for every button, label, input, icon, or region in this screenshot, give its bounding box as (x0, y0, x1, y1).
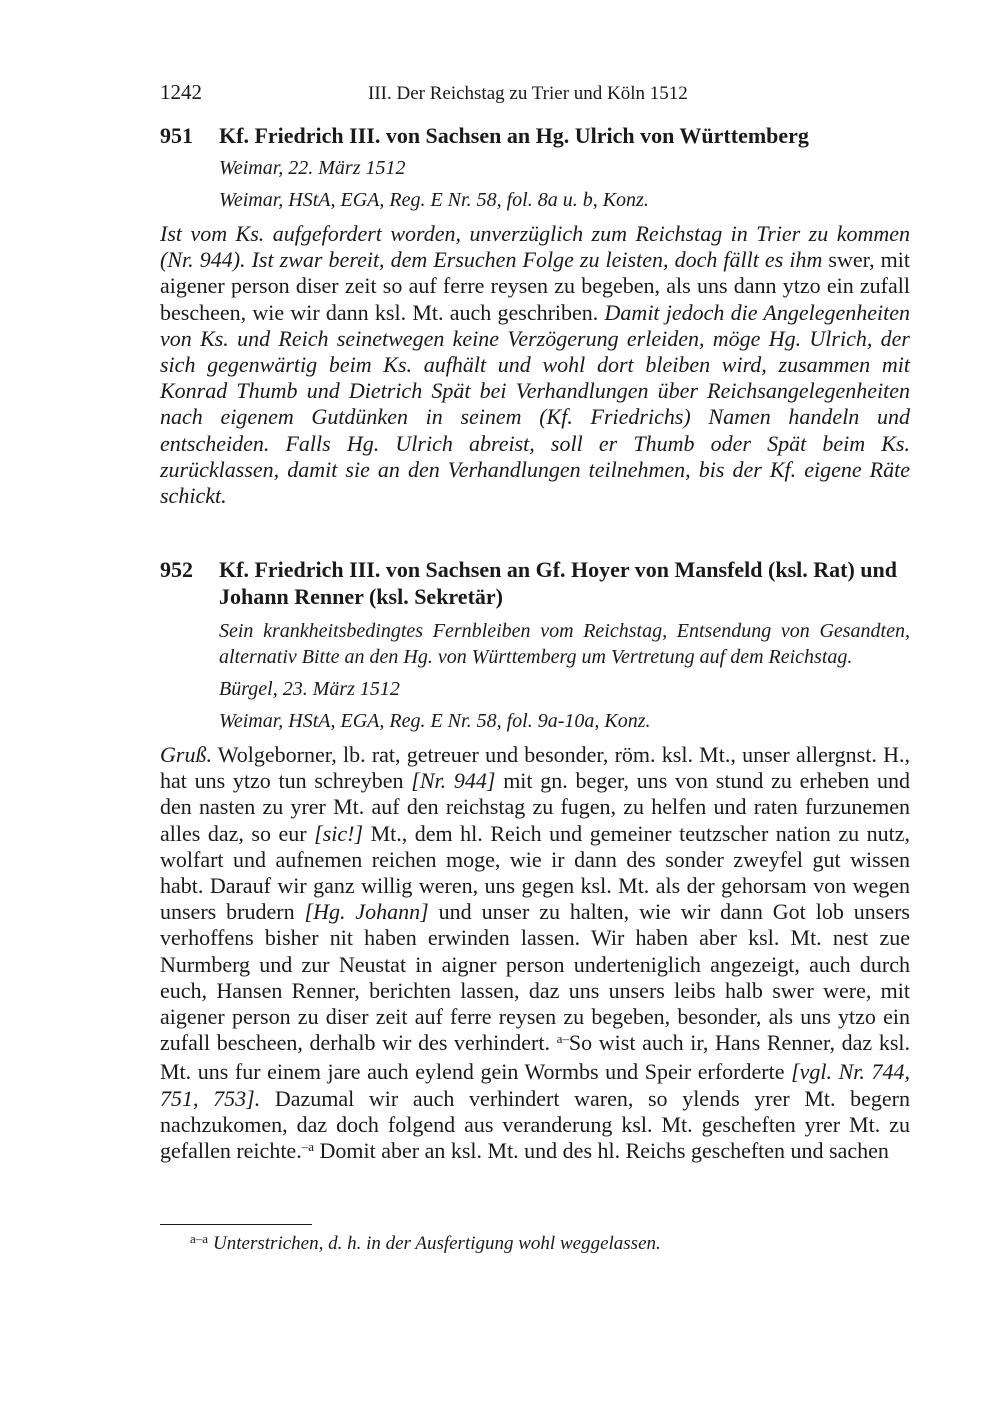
doc-number: 952 (160, 557, 193, 582)
doc-summary: Sein krankheitsbedingtes Fernbleiben vom Reichstag, Entsendung von Gesandten, alternativ Bitte an den Hg. von Württemberg um Vertretung auf dem Reichstag. (219, 620, 910, 668)
doc-heading (160, 122, 910, 149)
body-text: So wist auch ir, Hans Renner, daz ksl. Mt. uns fur einem jare auch eylend gein Wormbs und Speir erforderte (160, 1030, 911, 1085)
editorial-note: [sic!] (314, 820, 364, 846)
footnote (190, 1232, 661, 1257)
editorial-note: [Nr. 944] (411, 768, 496, 794)
place-date: Bürgel, 23. März 1512 (219, 678, 400, 700)
body-text: Wolgeborner, lb. rat, getreuer und besonder, röm. ksl. Mt., unser allergnst. H., hat uns ytzo tun schreyben (160, 742, 910, 794)
running-header (160, 80, 910, 108)
doc-title: Kf. Friedrich III. von Sachsen an Gf. Hoyer von Mansfeld (ksl. Rat) und Johann Renner (ksl. Sekretär) (219, 557, 897, 609)
editorial-note: [Hg. Johann] (304, 899, 429, 925)
regest-italic-1: Ist vom Ks. aufgefordert worden, unverzüglich zum Reichstag in Trier zu kommen (Nr. 944). Ist zwar bereit, dem Ersuchen Folge zu leisten, doch fällt es ihm (160, 221, 910, 273)
footnote-marker-start: a– (556, 1031, 569, 1047)
footnote-marker-end: –a (301, 1139, 314, 1155)
page-number: 1242 (160, 80, 202, 104)
regest-italic-2: Damit jedoch die Angelegenheiten von Ks. und Reich seinetwegen keine Verzögerung erleiden, möge Hg. Ulrich, der sich gegenwärtig beim Ks. aufhält und wohl dort bleiben wird, zusammen mit Konrad Thumb und Dietrich Spät bei Verhandlungen über Reichsangelegenheiten nach eigenem Gutdünken in seinem (Kf. Friedrichs) Namen handeln und entscheiden. Falls Hg. Ulrich abreist, soll er Thumb oder Spät beim Ks. zurücklassen, damit sie an den Verhandlungen teilnehmen, bis der Kf. eigene Räte schickt. (160, 299, 910, 509)
editorial-note: [vgl. Nr. 744, 751, 753]. (160, 1059, 910, 1111)
footnote-rule (160, 1224, 312, 1225)
footnote-mark: a–a (190, 1231, 209, 1246)
place-date: Weimar, 22. März 1512 (219, 157, 406, 179)
body-text: und unser zu halten, wie wir dann Got lob unsers verhoffens bisher nit haben erwinden lassen. Wir haben aber ksl. Mt. nest zue Nurmberg und zur Neustat in aigner person underteniglich angezeigt, auch durch euch, Hansen Renner, berichten lassen, daz uns unsers leibs halb swer were, mit aigener person zu diser zeit auf ferre reysen zu begeben, besonder, als uns ytzo ein zufall bescheen, derhalb wir des verhindert. (160, 899, 910, 1056)
footnote-text: Unterstrichen, d. h. in der Ausfertigung wohl weggelassen. (213, 1233, 661, 1254)
archival-source: Weimar, HStA, EGA, Reg. E Nr. 58, fol. 9a-10a, Konz. (219, 710, 651, 732)
doc-number: 951 (160, 123, 193, 148)
body-text: Dazumal wir auch verhindert waren, so ylends yrer Mt. begern nachzukomen, daz doch folgend aus veranderung ksl. Mt. gescheften yrer Mt. zu gefallen reichte. (160, 1085, 911, 1164)
doc-heading (160, 556, 910, 610)
salutation: Gruß. (160, 742, 212, 767)
archival-source: Weimar, HStA, EGA, Reg. E Nr. 58, fol. 8a u. b, Konz. (219, 189, 649, 211)
body-text: mit gn. beger, uns von stund zu erheben und den nasten zu yrer Mt. auf den reichstag zu fugen, zu helfen und raten furzunemen alles daz, so eur (160, 768, 911, 846)
doc-body (160, 742, 910, 1167)
doc-title: Kf. Friedrich III. von Sachsen an Hg. Ulrich von Württemberg (219, 123, 809, 148)
body-text: Mt., dem hl. Reich und gemeiner teutzscher nation zu nutz, wolfart und aufnemen reichen moge, wie ir dann des sonder zweyfel gut wissen habt. Darauf wir ganz willig weren, uns gegen ksl. Mt. als der gehorsam von wegen unsers brudern (160, 820, 911, 925)
doc-regest (160, 221, 910, 509)
document-952 (160, 556, 910, 1167)
body-text: Domit aber an ksl. Mt. und des hl. Reichs gescheften und sachen (313, 1138, 889, 1164)
document-951 (160, 122, 910, 509)
regest-quote: swer, mit aigener person diser zeit so auf ferre reysen zu begeben, als uns dann ytzo ein zufall bescheen, wie wir dann ksl. Mt. auch geschriben. (160, 247, 910, 325)
running-title: III. Der Reichstag zu Trier und Köln 1512 (368, 83, 688, 104)
